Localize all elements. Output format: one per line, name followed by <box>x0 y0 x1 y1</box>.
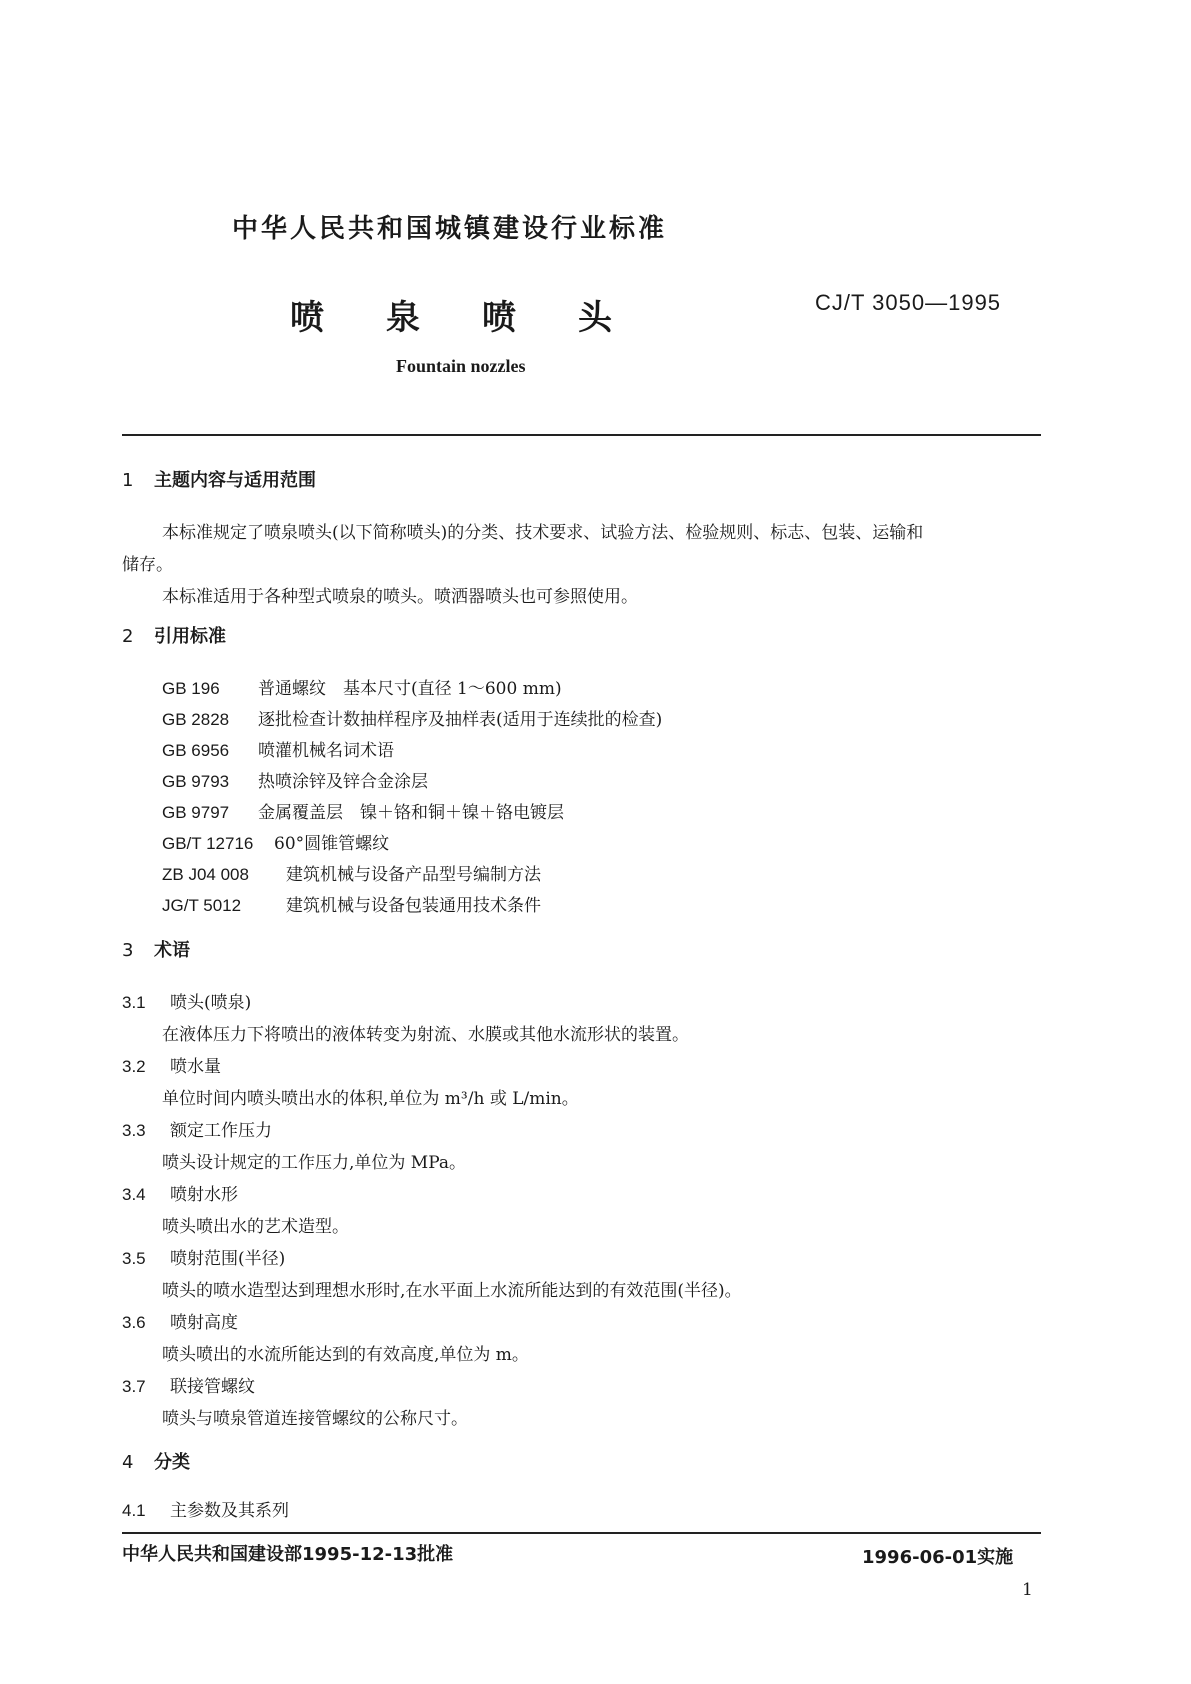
term-name: 喷头(喷泉) <box>170 993 252 1013</box>
term-definition: 喷头喷出水的艺术造型。 <box>162 1217 349 1237</box>
reference-code: GB 9797 <box>162 803 230 822</box>
term-definition: 喷头喷出的水流所能达到的有效高度,单位为 m。 <box>162 1345 529 1365</box>
section-1-paragraph-1-line-1: 本标准规定了喷泉喷头(以下简称喷头)的分类、技术要求、试验方法、检验规则、标志、包装、运输和 <box>162 523 924 543</box>
section-title: 引用标准 <box>154 626 226 647</box>
term-heading <box>122 1244 285 1269</box>
subsection-number: 4.1 <box>122 1501 146 1520</box>
term-name: 额定工作压力 <box>170 1121 272 1141</box>
reference-title: 建筑机械与设备包装通用技术条件 <box>286 896 541 916</box>
reference-title: 建筑机械与设备产品型号编制方法 <box>286 865 541 885</box>
term-heading <box>122 1372 255 1397</box>
term-number: 3.3 <box>122 1121 146 1140</box>
reference-title: 普通螺纹 基本尺寸(直径 1～600 mm) <box>258 679 562 699</box>
term-name: 联接管螺纹 <box>170 1377 255 1397</box>
reference-code: GB 9793 <box>162 772 230 791</box>
subsection-heading <box>122 1496 289 1521</box>
term-number: 3.6 <box>122 1313 146 1332</box>
term-heading <box>122 1180 238 1205</box>
term-name: 喷射水形 <box>170 1185 238 1205</box>
term-definition: 在液体压力下将喷出的液体转变为射流、水膜或其他水流形状的装置。 <box>162 1025 689 1045</box>
term-heading <box>122 1116 272 1141</box>
section-number: 4 <box>122 1452 134 1473</box>
reference-item <box>162 798 564 823</box>
term-name: 喷射高度 <box>170 1313 238 1333</box>
term-heading <box>122 1052 221 1077</box>
footer-divider <box>122 1532 1041 1534</box>
section-title: 主题内容与适用范围 <box>154 470 316 491</box>
reference-item <box>162 674 562 699</box>
reference-title: 喷灌机械名词术语 <box>258 741 394 761</box>
header-divider <box>122 434 1041 436</box>
term-definition: 单位时间内喷头喷出水的体积,单位为 m³/h 或 L/min。 <box>162 1089 579 1109</box>
section-title: 术语 <box>154 940 190 961</box>
section-number: 2 <box>122 626 134 647</box>
reference-title: 60°圆锥管螺纹 <box>274 834 390 854</box>
term-definition: 喷头设计规定的工作压力,单位为 MPa。 <box>162 1153 467 1173</box>
reference-code: GB 2828 <box>162 710 230 729</box>
reference-title: 热喷涂锌及锌合金涂层 <box>258 772 428 792</box>
term-heading <box>122 988 251 1013</box>
page-number: 1 <box>1022 1580 1033 1600</box>
section-1-paragraph-2: 本标准适用于各种型式喷泉的喷头。喷洒器喷头也可参照使用。 <box>162 587 638 607</box>
reference-item <box>162 860 541 885</box>
term-number: 3.7 <box>122 1377 146 1396</box>
issuing-body: 中华人民共和国城镇建设行业标准 <box>232 214 668 244</box>
term-definition: 喷头的喷水造型达到理想水形时,在水平面上水流所能达到的有效范围(半径)。 <box>162 1281 742 1301</box>
subsection-title: 主参数及其系列 <box>170 1501 289 1521</box>
reference-code: GB 6956 <box>162 741 230 760</box>
reference-item <box>162 829 389 854</box>
term-number: 3.2 <box>122 1057 146 1076</box>
term-number: 3.5 <box>122 1249 146 1268</box>
standard-number: CJ/T 3050—1995 <box>815 290 1002 315</box>
term-number: 3.1 <box>122 993 146 1012</box>
section-3-heading <box>122 936 190 962</box>
reference-code: GB/T 12716 <box>162 834 254 853</box>
reference-code: ZB J04 008 <box>162 865 249 884</box>
approval-line: 中华人民共和国建设部1995-12-13批准 <box>122 1544 454 1565</box>
section-number: 1 <box>122 470 134 491</box>
term-definition: 喷头与喷泉管道连接管螺纹的公称尺寸。 <box>162 1409 468 1429</box>
section-number: 3 <box>122 940 134 961</box>
section-title: 分类 <box>154 1452 190 1473</box>
term-number: 3.4 <box>122 1185 146 1204</box>
section-2-heading <box>122 622 226 648</box>
term-name: 喷水量 <box>170 1057 221 1077</box>
reference-code: GB 196 <box>162 679 220 698</box>
term-name: 喷射范围(半径) <box>170 1249 286 1269</box>
reference-title: 金属覆盖层 镍＋铬和铜＋镍＋铬电镀层 <box>258 803 564 823</box>
term-heading <box>122 1308 238 1333</box>
document-title-cn: 喷泉喷头 <box>290 298 674 338</box>
document-title-en: Fountain nozzles <box>396 356 526 376</box>
reference-item <box>162 736 394 761</box>
section-1-paragraph-1-line-2: 储存。 <box>122 555 173 575</box>
reference-item <box>162 767 428 792</box>
reference-title: 逐批检查计数抽样程序及抽样表(适用于连续批的检查) <box>258 710 663 730</box>
section-1-heading <box>122 466 316 492</box>
reference-code: JG/T 5012 <box>162 896 242 915</box>
reference-item <box>162 891 541 916</box>
reference-item <box>162 705 662 730</box>
effective-date: 1996-06-01实施 <box>862 1547 1014 1568</box>
section-4-heading <box>122 1448 190 1474</box>
